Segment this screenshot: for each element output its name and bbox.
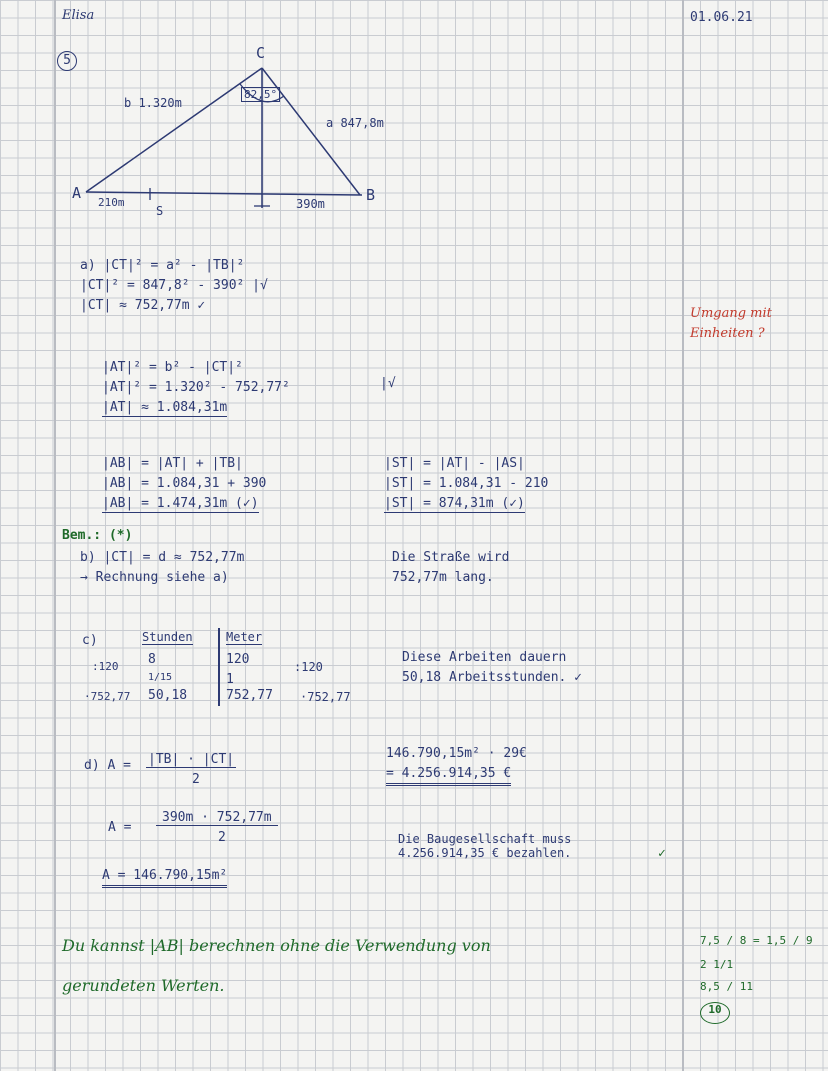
meters-value-1: 120: [226, 652, 250, 667]
part-c-label: c): [82, 633, 98, 648]
vertex-a: A: [72, 184, 82, 202]
date: 01.06.21: [690, 10, 753, 25]
part-d-denominator: 2: [192, 772, 200, 787]
part-a-st: [384, 456, 548, 516]
at-result: |AT| ≈ 1.084,31m: [102, 400, 228, 415]
op-right-1: :120: [294, 660, 323, 674]
ab-result: |AB| = 1.474,31m (✓): [102, 496, 259, 511]
part-b-answer: [392, 550, 509, 590]
part-a-ab: [102, 456, 266, 516]
ct-line-1: a) |CT|² = a² - |TB|²: [80, 258, 245, 273]
grade-line-2: 2 1/1: [700, 958, 734, 971]
part-b-answer-line-1: Die Straße wird: [392, 550, 510, 565]
part-d-check: ✓: [658, 846, 666, 861]
op-left-1: :120: [92, 660, 119, 673]
cost-line-2: [386, 766, 527, 786]
label-side-b: b 1.320m: [124, 96, 182, 110]
teacher-note: [690, 306, 772, 346]
part-d-answer-line-2: 4.256.914,35 € bezahlen.: [398, 846, 572, 860]
label-tb: 390m: [296, 197, 325, 211]
meters-value-3: 752,77: [226, 688, 273, 703]
substitution-numerator: 390m · 752,77m: [156, 810, 278, 826]
hours-value-2: 1/15: [148, 672, 173, 683]
teacher-note-line-2: Einheiten ?: [690, 326, 765, 341]
meters-value-2: 1: [226, 672, 234, 687]
grade-line-3: 8,5 / 11: [700, 980, 753, 993]
hours-value-3: 50,18: [148, 688, 188, 703]
teacher-feedback: [62, 936, 491, 996]
label-angle: 82,5°: [241, 87, 280, 102]
label-as: 210m: [98, 196, 125, 209]
at-line-3: [102, 400, 290, 420]
st-line-2: |ST| = 1.084,31 - 210: [384, 476, 549, 491]
grade-final: 10: [700, 1002, 730, 1024]
teacher-note-line-1: Umgang mit: [690, 306, 772, 321]
ab-line-1: |AB| = |AT| + |TB|: [102, 456, 243, 471]
vertex-c: C: [256, 44, 266, 62]
st-result: |ST| = 874,31m (✓): [384, 496, 525, 511]
side-c-line: [86, 192, 362, 195]
at-root-mark: |√: [380, 376, 396, 391]
part-d-answer-line-1: Die Baugesellschaft muss: [398, 832, 572, 846]
grade-line-1: 7,5 / 8 = 1,5 / 9: [700, 934, 813, 947]
part-a-ct: [80, 258, 268, 318]
vertex-b: B: [366, 186, 376, 204]
header-meters: Meter: [226, 630, 263, 644]
ab-line-3: [102, 496, 266, 516]
ct-line-2: |CT|² = 847,8² - 390² |√: [80, 278, 268, 293]
label-side-a: a 847,8m: [326, 116, 384, 130]
area-result: A = 146.790,15m²: [102, 868, 227, 888]
part-d-prefix: d) A =: [84, 758, 131, 773]
hours-value-1: 8: [148, 652, 156, 667]
part-a-at: [102, 360, 290, 420]
remark: Bem.: (*): [62, 528, 133, 543]
part-b-line-2: → Rechnung siehe a): [80, 570, 229, 585]
part-b: [80, 550, 244, 590]
ab-line-2: |AB| = 1.084,31 + 390: [102, 476, 267, 491]
header-hours: Stunden: [142, 630, 193, 644]
cost-line-1: 146.790,15m² · 29€: [386, 746, 527, 761]
substitution-prefix: A =: [108, 820, 132, 835]
part-b-answer-line-2: 752,77m lang.: [392, 570, 494, 585]
st-line-3: [384, 496, 548, 516]
st-line-1: |ST| = |AT| - |AS|: [384, 456, 525, 471]
part-b-line-1: b) |CT| = d ≈ 752,77m: [80, 550, 245, 565]
cost-result: = 4.256.914,35 €: [386, 766, 511, 786]
label-s: S: [156, 204, 164, 218]
part-c-answer: [402, 650, 582, 690]
feedback-line-1: Du kannst |AB| berechnen ohne die Verwendung von: [62, 936, 491, 955]
grade-box: [700, 934, 813, 1024]
column-meters: [226, 652, 273, 708]
substitution-denominator: 2: [218, 830, 226, 845]
op-right-2: ·752,77: [300, 690, 351, 704]
ct-line-3: |CT| ≈ 752,77m ✓: [80, 298, 206, 313]
column-hours: [148, 652, 187, 708]
part-c-answer-line-2: 50,18 Arbeitsstunden. ✓: [402, 670, 583, 685]
task-number: 5: [57, 51, 77, 71]
op-left-2: ·752,77: [84, 690, 131, 703]
part-d-numerator: |TB| · |CT|: [148, 752, 235, 767]
side-b-line: [86, 68, 262, 192]
feedback-line-2: gerundeten Werten.: [62, 976, 225, 995]
table-divider: [218, 628, 220, 706]
at-line-1: |AT|² = b² - |CT|²: [102, 360, 243, 375]
part-c-answer-line-1: Diese Arbeiten dauern: [402, 650, 567, 665]
part-d-answer: [398, 832, 571, 860]
student-name: Elisa: [62, 8, 95, 23]
at-line-2: |AT|² = 1.320² - 752,77²: [102, 380, 290, 395]
cost-calculation: [386, 746, 527, 786]
